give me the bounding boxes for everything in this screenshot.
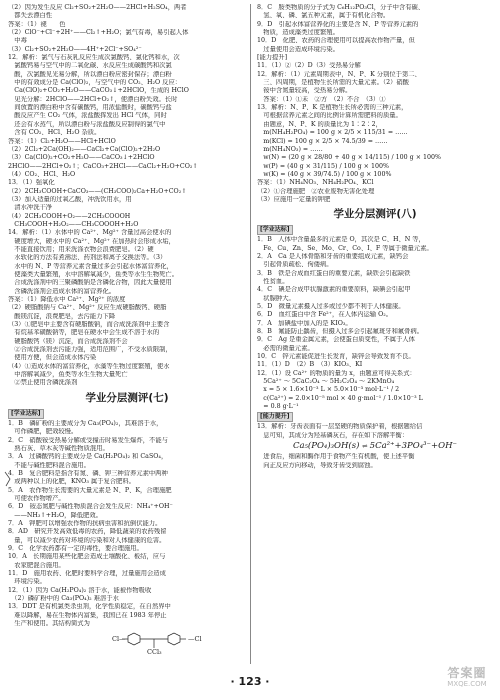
pen-mark-icon — [3, 470, 13, 488]
text-line: （2）因为发生反应 Cl₂+SO₂+2H₂O——2HCl+H₂SO₄，两者 — [8, 4, 187, 11]
text-line: ——NH₃↑+H₂O，降低肥效。 — [8, 511, 102, 519]
text-line: 水中的 N、P 等营养元素含量过多会引起水体富营养化， — [8, 262, 173, 270]
text-line: 熟石灰、草木灰等碱性物质混用。 — [8, 444, 109, 452]
text-line: 9．C Ag 是重金属元素，会使蛋白质变性，不属于人体 — [257, 336, 415, 344]
text-line: 13．（1）强氧化 — [8, 179, 55, 187]
text-line: ②合成洗涤剂去污能力强，适用范围广，不受水质限制， — [8, 346, 172, 354]
text-line: 不能直接饮用；用来洗涤衣物会浪费肥皂。（2）硬 — [8, 245, 154, 253]
text-line: 答案：（1）①未 ②方 （2）不合 （3）① — [257, 95, 386, 103]
text-line: （2）①合理施肥 ②农业废物无害化处理 — [257, 187, 375, 195]
text-line: 答案：（1）降低水中 Ca²⁺、Mg²⁺ 的浓度 — [8, 296, 126, 304]
section-title-7: 学业分层测评(七) — [85, 391, 169, 404]
text-line: m(NH₄NO₃) = …… — [257, 145, 323, 153]
text-line: （4）CO₂、HCl、H₂O — [8, 170, 76, 178]
text-line: 清水冲洗干净 — [8, 204, 53, 212]
text-line: 生产和使用。其结构简式为 — [8, 620, 90, 628]
text-line: （3）①肥皂中主要含有硬脂酸钠，而合成洗涤剂中主要含 — [8, 321, 170, 329]
text-line: 5Ca²⁺ ～ 5CaC₂O₄ ～ 5H₂C₂O₄ ～ 2KMnO₄ — [257, 378, 395, 386]
text-line: 水软化的方法有煮沸法、药剂法和离子交换法等。（3） — [8, 254, 167, 262]
text-line: （4）2CH₃COOH+O₂——2CH₃COOOH — [8, 212, 131, 220]
struct-label-left: Cl— — [112, 635, 126, 644]
text-line: w(P) = (40 g × 31/115) / 100 g × 100% — [257, 162, 389, 170]
watermark-logo — [438, 666, 496, 696]
text-line: ②禁止使用含磷洗涤剂 — [8, 379, 78, 387]
text-line: 过量使用会造成环境污染。 — [257, 45, 339, 53]
text-line: （2）硬脂酸钠与 Ca²⁺、Mg²⁺ 反应生成硬脂酸钙、硬脂 — [8, 304, 167, 312]
watermark-top: 答案圈 — [447, 666, 487, 680]
text-line: 农家肥混合施用。 — [8, 561, 65, 569]
text-line: 2．A Ca 是人体骨骼和牙齿的重要组成元素，缺钙会 — [257, 252, 409, 260]
text-line: 3．B 铁是合成血红蛋白的重要元素，缺铁会引起缺铁 — [257, 269, 411, 277]
text-line: 7．A 加碘盐中加入的是 KIO₃。 — [257, 319, 352, 327]
struct-label-right: —Cl — [188, 635, 202, 644]
text-line: [能力提升] — [257, 54, 288, 62]
text-line: 环境污染。 — [8, 578, 46, 586]
ddt-structure-diagram — [8, 630, 246, 656]
text-line: 6．D 铵态氮肥与碱性物质混合会发生反应：NH₄⁺+OH⁻ — [8, 503, 173, 511]
text-line: m(NH₄H₂PO₄) = 100 g × 2/5 × 115/31 = …… — [257, 129, 408, 137]
section-tag-improve-8: [能力提升] — [257, 412, 293, 422]
text-line: 硬度增大，硬水中的 Ca²⁺、Mg²⁺ 在加热时会形成水垢， — [8, 237, 175, 245]
equation-left: Ca₅(PO₄)₃OH(s) — [292, 441, 360, 452]
text-line: 1．B 磷矿粉的主要成分为 Ca₃(PO₄)₂，其难溶于水， — [8, 419, 163, 427]
text-line: x = 5 × 1.6×10⁻³ L × 5.0×10⁻³ mol·L⁻¹ / 2 — [257, 386, 400, 394]
text-line: 1．B 人体中含量最多的元素是 O，其次是 C、H、N 等， — [257, 236, 425, 244]
text-line: 使用方便，但会造成水体污染 — [8, 354, 97, 362]
text-line: 进食后，细菌和酶作用于食物产生有机酸，使上述平衡 — [257, 453, 415, 461]
left-bottom-block — [8, 420, 246, 629]
text-line: （2）磷矿粉中的 Ca₃(PO₄)₂ 难溶于水 — [8, 595, 119, 603]
text-line: 硬脂酸钙（镁）沉淀，而合成洗涤剂不会 — [8, 337, 128, 345]
text-line: 量，可以减少农药对环境的污染和对人体健康的危害。 — [8, 536, 166, 544]
ddt-structure-svg — [8, 630, 246, 656]
text-line: 4．B 复合肥料是指含有氮、磷、钾三种营养元素中两种 — [8, 469, 168, 477]
text-line: 都失去漂白性 — [8, 12, 53, 20]
text-line: 酸反应产生 CO₂ 气体，浓盐酸挥发出 HCl 气体，同时 — [8, 112, 167, 120]
text-line: 12．解析：氯气与石灰乳反应生成次氯酸钙、氯化钙和水，次 — [8, 54, 180, 62]
text-line: 向正反应方向移动，导致牙齿受到腐蚀。 — [257, 461, 377, 469]
text-line: 2．C 硝酸铵受热易分解或受撞击时易发生爆炸，不能与 — [8, 436, 168, 444]
text-line: 11．（1）②（2）D（3）受热易分解 — [257, 62, 361, 70]
text-line: 或两种以上的化肥，KNO₃ 属于复合肥料。 — [8, 478, 135, 486]
text-line: 11．（1）D （2）B （3）KIO₃、KI — [257, 361, 363, 369]
text-line: 见光分解：2HClO——2HCl+O₂↑，使漂白粉失效。长时 — [8, 95, 178, 103]
text-line: 可作磷肥，肥效较慢。 — [8, 428, 78, 436]
right-end-block — [257, 453, 493, 470]
text-line: 9．C 化学农药都有一定的毒性，要合理施用。 — [8, 544, 143, 552]
text-line: 还会有水蒸气，所以漂白粉与浓盐酸反应制得的氯气中 — [8, 120, 166, 128]
text-line: 5．D 微量元素摄入过多或过少都不利于人体健康。 — [257, 303, 405, 310]
text-line: （2）ClO⁻+Cl⁻+2H⁺——Cl₂↑+H₂O；氯气有毒，易引起人体 — [8, 29, 189, 37]
text-line: 中毒 — [8, 37, 27, 45]
text-line: 酸镁沉淀，浪费肥皂，去污能力下降 — [8, 312, 116, 320]
text-line: 4．C 碘是合成甲状腺激素的重要原料，缺碘会引起甲 — [257, 286, 411, 294]
hydroxyapatite-equation: Ca₅(PO₄)₃OH(s) ⇌ 5Ca²⁺+3PO₄³⁻+OH⁻ — [292, 441, 458, 452]
text-line: 中溶解氧减少，鱼类等水生生物大量死亡 — [8, 371, 128, 379]
right-tail-block — [257, 423, 493, 440]
text-line: 13．DDT 是有机氯类杀虫剂，化学性质稳定，在自然界中 — [8, 603, 171, 611]
text-line: c(Ca²⁺) = 2.0×10⁻⁵ mol × 40 g·mol⁻¹ / 1.0×10⁻³ L — [257, 394, 423, 402]
right-top-block — [257, 4, 493, 204]
text-line: 可使农作物增产。 — [8, 494, 65, 502]
text-line: 8．C 胺类物质的分子式为 C₆H₁₂PO₃Cl，分子中含有碳、 — [257, 4, 425, 11]
text-line: 酸，次氯酸见光易分解，所以漂白粉应密封保存；漂白粉 — [8, 70, 172, 78]
text-line: = 0.8 g·L⁻¹ — [257, 403, 299, 411]
text-line: 8．AD 研究开发高效低毒的农药，降低蔬菜的农药残留 — [8, 528, 167, 536]
column-divider — [250, 4, 251, 664]
text-line: （2）2CH₃COOH+CaCO₃——(CH₃COO)₂Ca+H₂O+CO₂↑ — [8, 187, 187, 195]
text-line: 6．D 血红蛋白中含 Fe²⁺，在人体内运输 O₂。 — [257, 311, 393, 319]
watermark-bottom: MXQE.COM — [447, 680, 487, 688]
text-line: （4）①造成水体的富营养化，水藻等生物过度繁殖，使水 — [8, 362, 170, 370]
text-line: 不能与碱性肥料混合施用。 — [8, 461, 90, 469]
right-bottom-block — [257, 236, 493, 411]
text-line: （3）加入适量的过氧乙酸，冲洗饮用水，用 — [8, 195, 132, 203]
text-line: 必需的微量元素。 — [257, 344, 314, 352]
text-line: 息可知，其成分为羟基磷灰石，存在如下溶解平衡： — [257, 431, 409, 439]
text-line: 有烷基苯磺酸钠等，肥皂在硬水中会生成不溶于水的 — [8, 329, 160, 337]
text-line: Fe、Cu、Zn、Se、Mo、Cr、Co、I、F 等属于微量元素。 — [257, 244, 433, 252]
equation-right: 5Ca²⁺+3PO₄³⁻+OH⁻ — [369, 441, 458, 452]
text-line: CH₃COOH+H₂O₂——CH₃COOOH+H₂O — [8, 220, 139, 228]
text-line: 答案：（1）Cl₂+H₂O——HCl+HClO — [8, 137, 116, 145]
text-line: 13．解析：N、P、K 是植物生长所必需的三种元素， — [257, 104, 408, 112]
text-line: 氢、氧、磷、氯五种元素，属于有机化合物。 — [257, 12, 390, 20]
text-line: Ca(ClO)₂+CO₂+H₂O——CaCO₃↓+2HClO，生成的 HClO — [8, 87, 189, 95]
text-line: 答案：（1）褪 色 — [8, 20, 66, 28]
text-line: 含磷洗涤剂会造成水体的富营养化。 — [8, 287, 116, 295]
text-line: 性贫血。 — [257, 277, 289, 285]
text-line: 11．D 施用农药、化肥时要科学合理，过量施用会造成 — [8, 570, 166, 577]
text-line: 使藻类大量繁殖，水中溶解氧减少，鱼类等水生生物死亡。 — [8, 271, 179, 278]
text-line: 10．A 长期施用某些化肥会造成土壤酸化、板结，应与 — [8, 553, 166, 561]
text-line: （3）应施用一定量的钾肥 — [257, 195, 331, 203]
text-line: （3）Ca(ClO)₂+CO₂+H₂O——CaCO₃↓+2HClO — [8, 154, 155, 162]
text-line: （3）Cl₂+SO₂+2H₂O——4H⁺+2Cl⁻+SO₄²⁻ — [8, 45, 142, 53]
section-tag-basic: [学业达标] — [8, 409, 44, 419]
text-line: 2HClO——2HCl+O₂↑；CaCO₃+2HCl——CaCl₂+H₂O+CO₂↑ — [8, 162, 198, 170]
text-line: 中的有效成分是 Ca(ClO)₂，与空气中的 CO₂、H₂O 反应： — [8, 79, 182, 87]
text-line: 合成洗涤剂中的三聚磷酸钠是含磷化合物，因此大量使用 — [8, 279, 172, 287]
text-line: 12．（1）设 Ca²⁺ 的物质的量为 x，由题意可得关系式： — [257, 369, 416, 377]
text-line: 引起骨质疏松、佝偻病。 — [257, 261, 333, 269]
page-number: · 123 · — [230, 675, 270, 688]
text-line: w(K) = (40 g × 39/74.5) / 100 g × 100% — [257, 170, 392, 178]
text-line: 难以降解，易在生物体内富集，我国已在 1983 年停止 — [8, 611, 167, 619]
left-column — [8, 4, 246, 656]
text-line: 12．（1）因为 Ca(H₂PO₄)₂ 溶于水，能被作物吸收 — [8, 586, 152, 594]
right-column — [257, 4, 493, 470]
text-line: 由题意，N、P、K 的质量比为 1∶2∶2， — [257, 120, 382, 128]
text-line: 10．D 化肥、农药的合理使用可以提高农作物产量，但 — [257, 37, 415, 45]
struct-label-bottom: CCl₃ — [147, 648, 162, 657]
section-tag-basic-8: [学业达标] — [257, 225, 293, 235]
text-line: 可根据营养元素之间的比例计算所需肥料的质量。 — [257, 112, 402, 120]
text-line: 9．D 引起水体富营养化的主要是含 N、P 等营养元素的 — [257, 20, 419, 28]
text-line: 间放置的漂白粉中含有碳酸钙，用浓盐酸时，碳酸钙与盐 — [8, 104, 172, 112]
text-line: 三、四周期，是植物生长所需的大量元素。（2）硝酸 — [257, 79, 409, 87]
text-line: 7．A 钾肥可以增强农作物的抗病虫害和抗倒伏能力。 — [8, 519, 162, 527]
text-line: 氯酸钙易与空气中的二氧化碳、水反应生成碳酸钙和次氯 — [8, 62, 172, 70]
text-line: （2）2Cl₂+2Ca(OH)₂——CaCl₂+Ca(ClO)₂+2H₂O — [8, 145, 161, 153]
text-line: 含有 CO₂、HCl、H₂O 杂质。 — [8, 129, 101, 137]
text-line: 状腺肿大。 — [257, 294, 295, 302]
text-line: 14．解析：（1）水体中的 Ca²⁺、Mg²⁺ 含量过高会使水的 — [8, 229, 172, 237]
text-line: 铵中含氮量较高，受热易分解。 — [257, 87, 352, 95]
section-title-8: 学业分层测评(八) — [333, 208, 417, 221]
text-line: 8．B 氟能防止龋齿，但摄入过多会引起氟斑牙和氟骨病。 — [257, 328, 424, 336]
text-line: 5．A 农作物生长需要的大量元素是 N、P、K，合理施肥 — [8, 486, 172, 494]
text-line: 10．C 锌元素能促进生长发育，缺锌会导致发育不良。 — [257, 353, 415, 361]
text-line: 物质，造成藻类过度繁殖。 — [257, 29, 339, 37]
left-top-block — [8, 4, 246, 388]
text-line: 13．解析：牙齿表面有一层坚硬的物质保护着，根据题给信 — [257, 423, 423, 431]
text-line: 12．解析：（1）元素周期表中，N、P、K 分别位于第二、 — [257, 70, 421, 78]
text-line: 3．A 过磷酸钙的主要成分是 Ca(H₂PO₄)₂ 和 CaSO₄， — [8, 453, 168, 461]
text-line: m(KCl) = 100 g × 2/5 × 74.5/39 = …… — [257, 137, 388, 145]
text-line: 答案：（1）NH₄NO₃、NH₄H₂PO₄、KCl — [257, 179, 374, 187]
text-line: w(N) = (20 g × 28/80 + 40 g × 14/115) / 100 g × 100% — [257, 154, 441, 162]
